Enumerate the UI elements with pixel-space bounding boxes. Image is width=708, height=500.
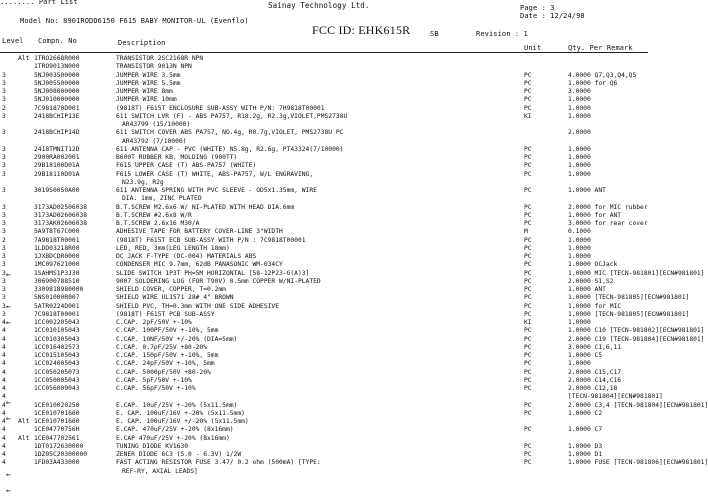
qty-remark-cell: 4.0000 Q7,Q3,Q4,Q5	[568, 71, 637, 79]
qty-remark-cell: 3.0000 for rear cover	[568, 220, 648, 227]
qty-remark-cell: 2.0000 C12,18	[568, 385, 618, 392]
level-cell: 3	[2, 228, 6, 236]
component-no-cell: 1CC050005043	[34, 376, 80, 384]
description-cell: ZENER DIODE 6C3 (5.0 - 6.3V) 1/2W	[116, 451, 242, 458]
level-cell: 3	[2, 269, 6, 277]
level-cell: 4	[2, 385, 6, 392]
table-row	[0, 63, 648, 71]
qty-remark-cell: 1.0000	[568, 104, 591, 112]
component-no-cell: 1CC024005043	[34, 360, 80, 368]
table-row	[0, 286, 648, 294]
table-row	[0, 451, 648, 459]
table-row	[0, 401, 708, 410]
level-cell: 4	[2, 401, 6, 409]
qty-remark-cell: 1.0000 C2	[568, 409, 603, 417]
unit-cell: PC	[524, 401, 532, 409]
revision-arrow-icon: ←	[6, 270, 11, 279]
qty-remark-cell: 2.0000 C14,C16	[568, 376, 622, 384]
column-unit: Unit	[524, 44, 542, 52]
revision-arrow-icon: ←	[6, 302, 11, 311]
description-cell: SLIDE SWITCH 1P3T PH=5M HORIZONTAL [58-12P23-G(A)3]	[116, 269, 310, 277]
qty-remark-cell: 1.0000 C10 [TECN-981802][ECN#981801]	[568, 327, 705, 335]
table-row	[0, 303, 648, 311]
description-cell: C.CAP. 56pF/50V +-10%	[116, 385, 196, 392]
description-cell: SHIELD COVER, COPPER, T=0.2mm	[116, 286, 226, 293]
description-cell: C.CAP. 5000pF/50V +80-20%	[116, 368, 211, 376]
qty-remark-cell: 2.0000	[568, 129, 591, 137]
qty-remark-cell: 1.0000 D1	[568, 451, 603, 458]
description-cell: E.CAP 470uF/25V +-20% (8x16mm)	[116, 434, 230, 442]
description-cell: C.CAP. 5pF/50V +-10%	[116, 376, 192, 384]
level-cell: 4	[2, 418, 6, 425]
table-row	[0, 377, 648, 385]
unit-cell: PC	[524, 79, 532, 87]
report-title: ........ Part List	[0, 0, 78, 6]
component-no-cell: 7C981870D001	[34, 104, 80, 112]
description-cell: E.CAP. 10uF/25V +-20% (5x11.5mm)	[116, 401, 238, 409]
component-no-cell: 3173AD02606038	[34, 211, 88, 219]
component-no-cell: 1CE047702561	[34, 434, 80, 442]
qty-remark-cell: 1.0000 for Q6	[568, 79, 618, 87]
level-cell: 4	[2, 434, 6, 442]
table-row	[0, 154, 648, 162]
description-cell: 611 ANTENNA SPRING WITH PVC SLEEVE - OD5x1.35mm, WIRE	[116, 187, 317, 194]
unit-cell: PC	[524, 286, 532, 293]
unit-cell: PC	[524, 360, 532, 368]
table-row	[0, 459, 708, 467]
description-cell: C.CAP. 24pF/50V +-10%, 5mm	[116, 360, 215, 368]
level-cell: 3	[2, 170, 6, 178]
unit-cell: PC	[524, 294, 532, 302]
column-component-no: Compn. No	[38, 37, 77, 45]
component-no-cell: 3309818980000	[34, 286, 84, 293]
unit-cell: KI	[524, 112, 532, 120]
table-row	[0, 344, 648, 352]
unit-cell: PC	[524, 104, 532, 112]
level-cell: 4	[2, 442, 6, 450]
unit-cell: PC	[524, 277, 532, 285]
qty-remark-cell: 1.0000	[568, 360, 591, 368]
component-no-cell: 1TRO9013N000	[34, 63, 80, 71]
level-cell: 3	[2, 211, 6, 219]
qty-remark-cell: 1.0000 for MIC	[568, 302, 622, 310]
table-row-continuation	[0, 179, 648, 187]
level-cell: 4	[2, 319, 6, 326]
level-cell: 2	[2, 236, 6, 244]
revision-arrow-icon: ←	[6, 470, 11, 479]
unit-cell: PC	[524, 352, 532, 359]
level-cell: 3	[2, 244, 6, 252]
unit-cell: PC	[524, 261, 532, 269]
company-name: Sainay Technology Ltd.	[268, 1, 370, 10]
component-no-cell: 1CC016402573	[34, 343, 80, 351]
qty-remark-cell: 2.0000 C19 [TECN-981804][ECN#981801]	[568, 335, 705, 343]
level-cell: 3	[2, 286, 6, 293]
table-row	[0, 80, 648, 88]
unit-cell: PC	[524, 385, 532, 392]
level-cell: 3	[2, 294, 6, 302]
description-cell: TRANSISTOR 9013N NPN	[116, 63, 192, 71]
qty-remark-cell: 1.0000 for ANT	[568, 211, 622, 219]
description-cell: LED, RED, 3mm(LEG LENGTH 18mm)	[116, 244, 230, 252]
description-cell: C.CAP. 150pF/50V +-10%, 5mm	[116, 352, 219, 359]
component-no-cell: 1TRO2668R000	[34, 55, 80, 62]
level-cell: 3	[2, 261, 6, 269]
level-cell: 3	[2, 145, 6, 153]
table-row	[0, 410, 648, 418]
table-row	[0, 204, 648, 212]
unit-cell: M	[524, 228, 528, 236]
unit-cell: PC	[524, 88, 532, 95]
description-cell: (9818T) F615T ENCLOSURE SUB-ASSY WITH P/N: 7H9818T00001	[116, 104, 325, 112]
component-no-cell: 7C9818T00001	[34, 310, 80, 318]
unit-cell: PC	[524, 327, 532, 335]
unit-cell: PC	[524, 154, 532, 161]
unit-cell: PC	[524, 236, 532, 244]
level-cell: 3	[2, 112, 6, 120]
component-no-cell: 5NJ005500000	[34, 79, 80, 87]
unit-cell: PC	[524, 368, 532, 376]
level-cell: 3	[2, 203, 6, 211]
column-qty-remark: Qty. Per Remark	[568, 44, 633, 52]
qty-remark-cell: 1.0000 MIC [TECN-981801][ECN#981801]	[568, 269, 705, 277]
qty-remark-cell: 3.0000	[568, 88, 591, 95]
unit-cell: PC	[524, 170, 532, 178]
description-cell: E. CAP. 100uF/16V +/-20% (5x11.5mm)	[116, 418, 249, 425]
component-no-cell: 1SAHMS1P3J30	[34, 269, 80, 277]
description-cell: CONDENSER MIC 9.7mm, 62dB PANASONIC WM-034CY	[116, 261, 283, 269]
description-cell: C.CAP. 0.7pF/25V +80-20%	[116, 343, 207, 351]
description-cell: B.T.SCREW 2.6x16 M30/A	[116, 220, 200, 227]
sb-label: SB	[430, 30, 439, 38]
unit-cell: PC	[524, 269, 532, 277]
table-row	[0, 55, 648, 63]
qty-remark-cell: 2.0000 C3,4 [TECN-981804][ECN#981801]	[568, 401, 708, 409]
table-row	[0, 294, 690, 302]
alt-flag-cell: Alt	[18, 434, 30, 442]
component-no-cell: 1DT0172630000	[34, 442, 84, 450]
description-cell: F615 UPPER CASE (T) ABS-PA757 (WHITE)	[116, 162, 257, 170]
level-cell: 4	[2, 360, 6, 368]
date-label: Date : 12/24/98	[520, 12, 585, 20]
component-no-cell: 1LDD03218R00	[34, 244, 80, 252]
qty-remark-cell: 1.0000	[568, 253, 591, 260]
level-cell: 4	[2, 459, 6, 467]
unit-cell: PC	[524, 302, 532, 310]
revision-arrow-icon: ←	[6, 486, 11, 495]
table-row	[0, 72, 648, 80]
revision-arrow-icon: ←	[6, 318, 11, 327]
alt-flag-cell: Alt	[18, 418, 30, 425]
description-cell: E. CAP. 100uF/16V +-20% (5x11.5mm)	[116, 409, 245, 417]
table-row	[0, 105, 648, 113]
component-no-cell: 1CC015105043	[34, 352, 80, 359]
description-cell: TRANSISTOR 2SC2168R NPN	[116, 55, 204, 62]
level-cell: 3	[2, 253, 6, 260]
qty-remark-cell: 1.0000	[568, 244, 591, 252]
qty-remark-cell: 1.0000	[568, 112, 591, 120]
qty-remark-cell: 1.0000 OCJack	[568, 261, 618, 269]
description-cell: AR43799 (15/10000)	[122, 121, 191, 128]
qty-remark-cell: 1.0000	[568, 145, 591, 153]
description-cell: C.CAP. 10NF/50V +/-20% (DIA=5mm)	[116, 335, 238, 343]
description-cell: ADHESIVE TAPE FOR BATTERY COVER-LINE 3"WIDTH	[116, 228, 283, 236]
qty-remark-cell: [TECN-981804][ECN#981801]	[568, 393, 663, 401]
component-no-cell: 1MC097621000	[34, 261, 80, 269]
table-row	[0, 369, 648, 377]
column-level: Level	[2, 37, 24, 45]
qty-remark-cell: 2.0000 S1,S2	[568, 277, 614, 285]
level-cell: 4	[2, 376, 6, 384]
component-no-cell: 5NS01000R007	[34, 294, 80, 302]
level-cell: 4	[2, 335, 6, 343]
table-row	[0, 228, 648, 236]
description-cell: N23.9g, R2g	[122, 178, 164, 186]
description-cell: C.CAP. 2pF/50V +-10%	[116, 319, 192, 326]
table-row	[0, 162, 648, 170]
header-divider	[0, 52, 648, 53]
model-line: Model No: 8901RODD6150 F615 BABY MONITOR-UL (Evenflo)	[20, 17, 249, 25]
unit-cell: PC	[524, 442, 532, 450]
table-row	[0, 327, 705, 335]
table-row	[0, 129, 648, 137]
level-cell: 4	[2, 368, 6, 376]
unit-cell: PC	[524, 203, 532, 211]
component-no-cell: 3173AK02606038	[34, 220, 88, 227]
level-cell: 4	[2, 343, 6, 351]
qty-remark-cell: 3.0000 C1,6,11	[568, 343, 622, 351]
qty-remark-cell: 1.0000 [TECN-981805][ECN#981801]	[568, 294, 690, 302]
table-row	[0, 113, 648, 121]
component-no-cell: 5A9T8T67C000	[34, 228, 80, 236]
qty-remark-cell: 1.0000	[568, 154, 591, 161]
description-cell: SHIELD PVC, TH=0.3mm WITH ONE SIDE ADHESIVE	[116, 302, 280, 310]
qty-remark-cell: 2.0000 for MIC rubber	[568, 203, 648, 211]
component-no-cell: 2900RA002001	[34, 154, 80, 161]
description-cell: 9007 SOLDERING LUG (FOR T90V) 0.5mm COPPER W/NI-PLATED	[116, 277, 321, 285]
description-cell: JUMPER WIRE 3.5mm	[116, 71, 181, 79]
component-no-cell: 5ATR0224D001	[34, 302, 80, 310]
unit-cell: PC	[524, 244, 532, 252]
description-cell: B600T RUBBER KB. MOLDING (900TT)	[116, 154, 238, 161]
description-cell: B.T.SCREW #2.6x8 W/R	[116, 211, 192, 219]
qty-remark-cell: 1.0000 C7	[568, 426, 603, 434]
unit-cell: PC	[524, 426, 532, 434]
level-cell: 3	[2, 129, 6, 137]
component-no-cell: 1CC002205043	[34, 319, 80, 326]
level-cell: 2	[2, 104, 6, 112]
component-no-cell: 7A9818T00001	[34, 236, 80, 244]
description-cell: DIA. 1mm, ZINC PLATED	[122, 195, 202, 203]
description-cell: SHIELD WIRE UL1571 28# 4" BROWN	[116, 294, 234, 302]
table-row	[0, 237, 648, 245]
unit-cell: PC	[524, 409, 532, 417]
level-cell: 3	[2, 310, 6, 318]
level-cell: 3	[2, 187, 6, 194]
component-no-cell: 1CC010105043	[34, 327, 80, 335]
component-no-cell: 1JXBDCDR0000	[34, 253, 80, 260]
component-no-cell: 29B18100D01A	[34, 162, 80, 170]
qty-remark-cell: 1.0000 D3	[568, 442, 603, 450]
description-cell: JUMPER WIRE 8mm	[116, 88, 173, 95]
unit-cell: PC	[524, 376, 532, 384]
component-no-cell: 1CE010020250	[34, 401, 80, 409]
table-row	[0, 187, 648, 195]
description-cell: JUMPER WIRE 10mm	[116, 96, 177, 104]
description-cell: FAST ACTING RESISTOR FUSE 3.47/ 0.2 ohm (500mA) [TYPE:	[116, 459, 321, 467]
revision-label: Revision : 1	[476, 30, 528, 38]
unit-cell: PC	[524, 310, 532, 318]
unit-cell: PC	[524, 451, 532, 458]
unit-cell: KI	[524, 319, 532, 326]
component-no-cell: 1CE04770756H	[34, 426, 80, 434]
table-row	[0, 319, 648, 327]
level-cell: 4	[2, 352, 6, 359]
qty-remark-cell: 1.0000 FUSE [TECN-981806][ECN#981801]	[568, 459, 708, 467]
level-cell: 3	[2, 162, 6, 170]
description-cell: DC JACK F-TYPE (DC-004) MATERIALS ABS	[116, 253, 257, 260]
qty-remark-cell: 2.0000 C15,C17	[568, 368, 622, 376]
qty-remark-cell: 1.0000 [TECN-981805][ECN#981801]	[568, 310, 690, 318]
description-cell: B.T.SCREW M2.6x6 W/ NI-PLATED WITH HEAD DIA.6mm	[116, 203, 295, 211]
qty-remark-cell: 1.0000	[568, 96, 591, 104]
component-no-cell: 1CE010701660	[34, 409, 80, 417]
unit-cell: PC	[524, 145, 532, 153]
component-no-cell: 2418BCHIP14D	[34, 129, 80, 137]
level-cell: 4	[2, 451, 6, 458]
table-row	[0, 212, 648, 220]
unit-cell: PC	[524, 211, 532, 219]
unit-cell: PC	[524, 220, 532, 227]
table-row	[0, 261, 648, 269]
table-row	[0, 360, 648, 368]
description-cell: 611 ANTENNA CAP - PVC (WHITE) N5.8g, R2.6g, PT43324(7/10000)	[116, 145, 344, 153]
table-row	[0, 88, 648, 96]
description-cell: 611 SWITCH COVER ABS PA757, NO.4g, R0.7g,VIOLET, PMS2738U PC	[116, 129, 344, 137]
level-cell: 3	[2, 96, 6, 104]
level-cell: 4	[2, 409, 6, 417]
table-row-continuation	[0, 121, 648, 129]
qty-remark-cell: 0.1000	[568, 228, 591, 236]
unit-cell: PC	[524, 343, 532, 351]
component-no-cell: 1FD03A433000	[34, 459, 80, 467]
table-row	[0, 146, 648, 154]
description-cell: F615 LOWER CASE (T) WHITE, ABS-PA757, W/L ENGRAVING,	[116, 170, 314, 178]
level-cell: 3	[2, 88, 6, 95]
column-description: Description	[118, 39, 166, 47]
component-no-cell: 3173AD02506038	[34, 203, 88, 211]
table-row	[0, 335, 705, 344]
description-cell: E.CAP. 470uF/25V +-20% (8x16mm)	[116, 426, 234, 434]
level-cell: 4	[2, 393, 6, 401]
level-cell: 3	[2, 220, 6, 227]
description-cell: C.CAP. 100PF/50V +-10%, 5mm	[116, 327, 219, 335]
component-no-cell: 306900788510	[34, 277, 80, 285]
unit-cell: PC	[524, 71, 532, 79]
level-cell: 4	[2, 426, 6, 434]
table-row-continuation	[0, 138, 648, 146]
description-cell: (9818T) F615T ECB SUB-ASSY WITH P/N : 7C9818T00001	[116, 236, 306, 244]
component-no-cell: 1CC010305043	[34, 335, 80, 343]
description-cell: AR43792 (7/10000)	[122, 137, 187, 145]
component-no-cell: 5NJ008000000	[34, 88, 80, 95]
table-row	[0, 426, 648, 434]
table-row	[0, 393, 663, 401]
component-no-cell: 1CE010701660	[34, 418, 80, 425]
table-row	[0, 171, 648, 179]
component-no-cell: 5NJ010000000	[34, 96, 80, 104]
level-cell: 4	[2, 327, 6, 335]
table-row	[0, 96, 648, 104]
table-row	[0, 310, 690, 319]
level-cell: 3	[2, 154, 6, 161]
qty-remark-cell: 1.0000	[568, 236, 591, 244]
revision-arrow-icon: ←	[6, 398, 11, 407]
fcc-id: FCC ID: EHK615R	[312, 23, 411, 37]
table-row	[0, 220, 648, 228]
qty-remark-cell: 1.0000	[568, 319, 591, 326]
component-no-cell: 1CC050205073	[34, 368, 80, 376]
table-row	[0, 352, 648, 360]
description-cell: (9818T) F615T PCB SUB-ASSY	[116, 310, 215, 318]
unit-cell: PC	[524, 459, 532, 467]
table-row-continuation	[0, 468, 648, 476]
table-row	[0, 443, 648, 451]
unit-cell: PC	[524, 96, 532, 104]
qty-remark-cell: 1.0000 ANT	[568, 286, 606, 293]
level-cell: 3	[2, 71, 6, 79]
component-no-cell: 2418BCHIP13E	[34, 112, 80, 120]
component-no-cell: 29B18110D01A	[34, 170, 80, 178]
unit-cell: PC	[524, 253, 532, 260]
table-row	[0, 245, 648, 253]
description-cell: JUMPER WIRE 5.5mm	[116, 79, 181, 87]
table-row	[0, 278, 648, 286]
level-cell: 3	[2, 277, 6, 285]
description-cell: TUNING DIODE KV1630	[116, 442, 189, 450]
table-row-continuation	[0, 195, 648, 203]
component-no-cell: 1DZ05C20300000	[34, 451, 88, 458]
revision-arrow-icon: ←	[6, 414, 11, 423]
description-cell: REF-RY, AXIAL LEADS]	[122, 467, 198, 475]
page-label: Page : 3	[520, 4, 555, 12]
level-cell: 3	[2, 302, 6, 310]
level-cell: 3	[2, 79, 6, 87]
table-row	[0, 435, 648, 443]
component-no-cell: 3019S0050A00	[34, 187, 80, 194]
component-no-cell: 2418TMNIT12D	[34, 145, 80, 153]
alt-flag-cell: Alt	[18, 55, 30, 62]
qty-remark-cell: 1.0000 C5	[568, 352, 603, 359]
qty-remark-cell: 1.0000	[568, 170, 591, 178]
component-no-cell: 1CC056009043	[34, 385, 80, 392]
unit-cell: PC	[524, 162, 532, 170]
component-no-cell: 5NJ003500000	[34, 71, 80, 79]
description-cell: 611 SWITCH LVR (F) - ABS PA757, R18.2g, R2.3g,VIOLET,PMS2738U	[116, 112, 348, 120]
qty-remark-cell: 1.0000	[568, 162, 591, 170]
table-row	[0, 253, 648, 261]
table-row	[0, 269, 705, 278]
qty-remark-cell: 1.0000 ANT	[568, 187, 606, 194]
table-row	[0, 385, 648, 393]
table-row	[0, 418, 648, 426]
unit-cell: PC	[524, 187, 532, 194]
unit-cell: PC	[524, 335, 532, 343]
